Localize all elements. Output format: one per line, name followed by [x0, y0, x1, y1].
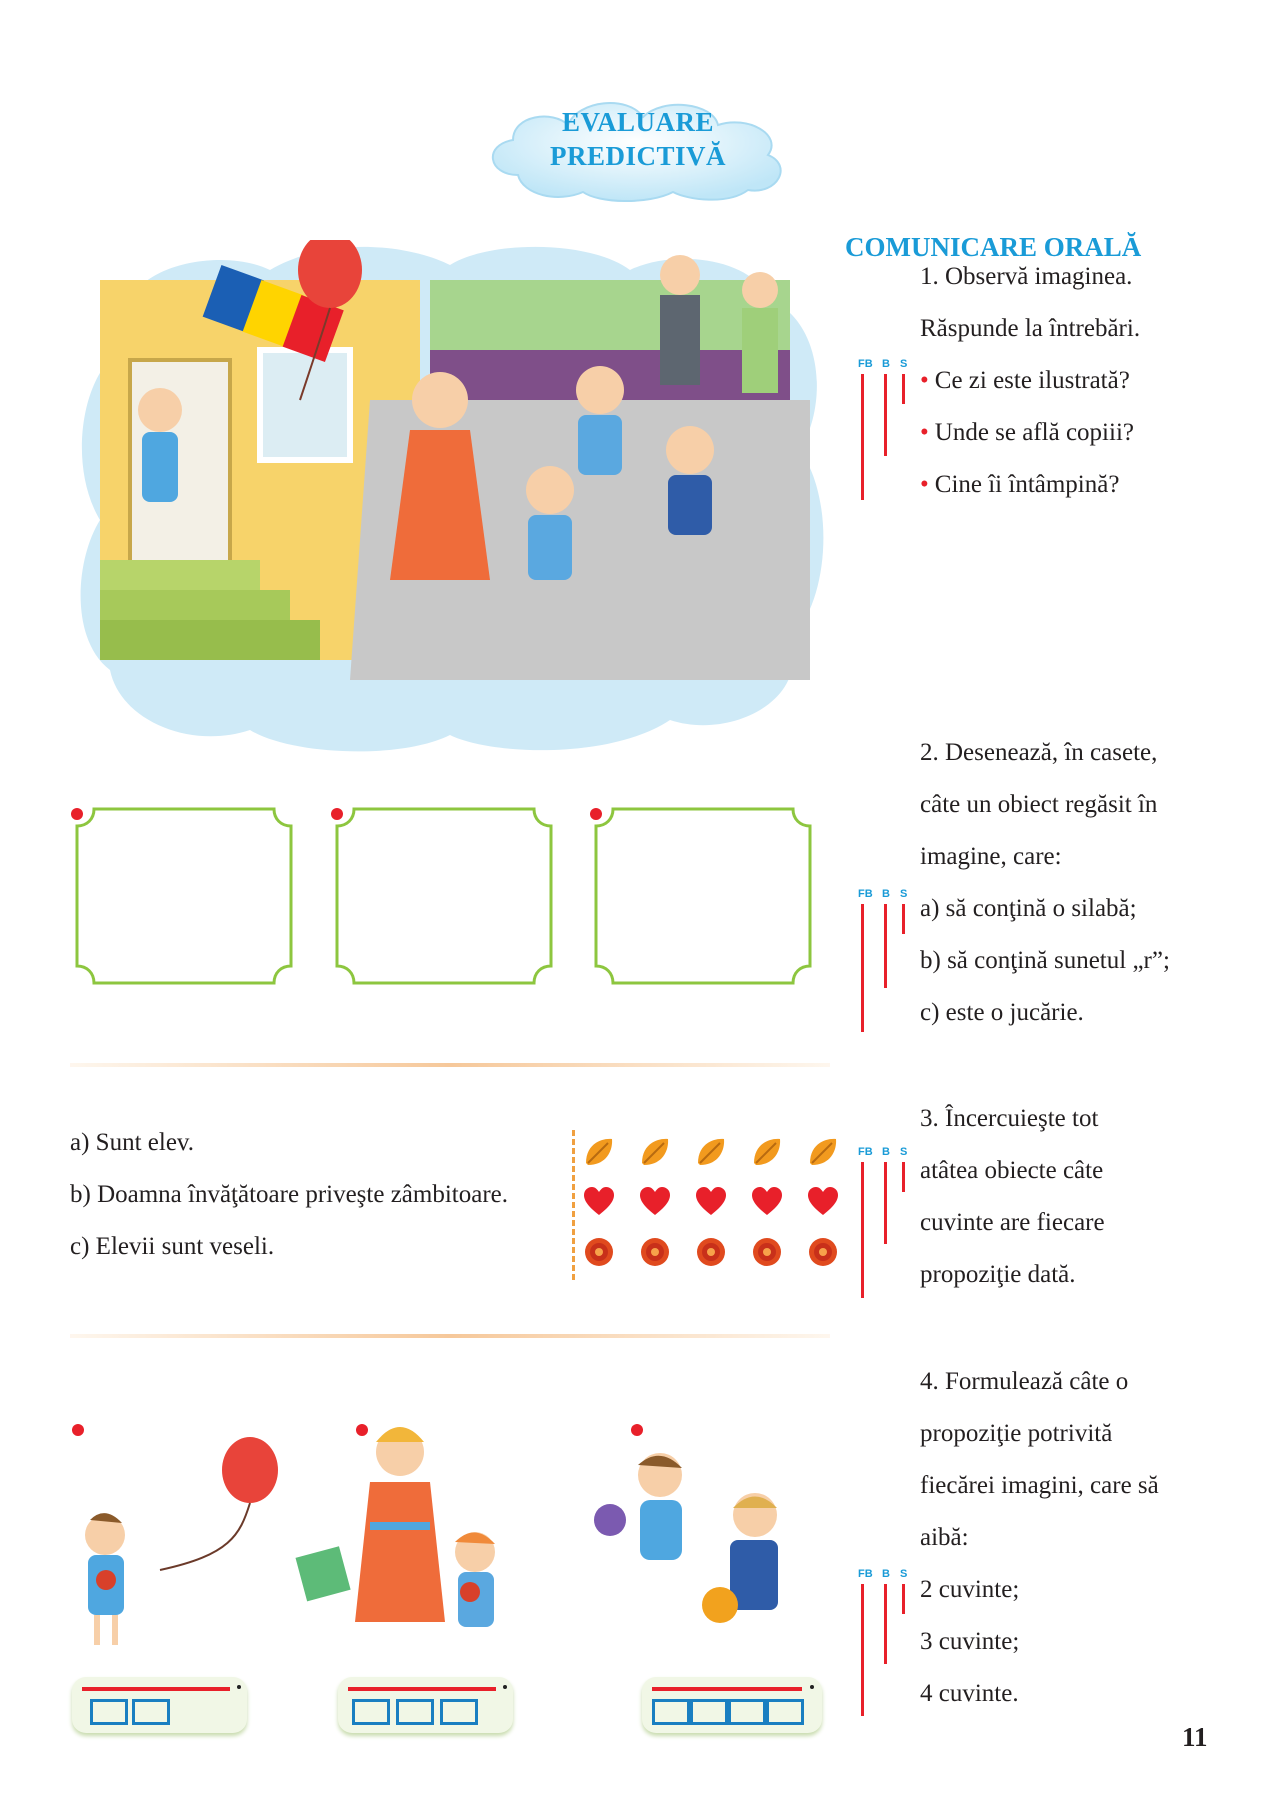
- ex1-question-2: [920, 418, 1134, 448]
- ex4-line-5: 2 cuvinte;: [920, 1576, 1020, 1603]
- section-title: COMUNICARE ORALĂ: [845, 232, 1142, 262]
- ex1-question-1: [920, 366, 1130, 396]
- answer-tray-2: [338, 1677, 513, 1733]
- question-text: Cine îi întâmpină?: [934, 471, 1120, 498]
- ex1-line-1: 1. Observă imaginea.: [920, 263, 1133, 290]
- ex4-line-2: propoziţie potrivită: [920, 1420, 1113, 1447]
- section-divider: [70, 1063, 830, 1067]
- ex2-line-6: c) este o jucărie.: [920, 999, 1084, 1026]
- word-box[interactable]: [352, 1699, 390, 1725]
- ex3-line-2: atâtea obiecte câte: [920, 1157, 1104, 1184]
- drawing-box-1[interactable]: [74, 806, 294, 986]
- sentence-b: b) Doamna învăţătoare priveşte zâmbitoare.: [70, 1181, 509, 1208]
- ex1-line-2: Răspunde la întrebări.: [920, 315, 1141, 342]
- ex4-line-3: fiecărei imagini, care să: [920, 1472, 1159, 1499]
- page-number: 11: [1182, 1722, 1208, 1752]
- flower-icon[interactable]: [750, 1235, 784, 1269]
- mark-bar-s: [902, 904, 905, 934]
- mark-s: S: [900, 888, 908, 900]
- ex1-question-3: [920, 470, 1119, 500]
- word-box[interactable]: [690, 1699, 728, 1725]
- ex2-line-5: b) să conţină sunetul „r”;: [920, 947, 1170, 974]
- period-dot: [503, 1685, 507, 1689]
- header-cloud: [478, 95, 798, 205]
- page-title-line1: EVALUARE: [561, 107, 715, 137]
- ex2-line-3: imagine, care:: [920, 843, 1062, 870]
- mark-bar-b: [884, 1584, 887, 1664]
- mark-fb: FB: [858, 888, 873, 900]
- children-running-picture: [580, 1430, 840, 1670]
- word-box[interactable]: [728, 1699, 766, 1725]
- mark-b: B: [882, 1146, 890, 1158]
- section-divider: [70, 1334, 830, 1338]
- mark-bar-s: [902, 1584, 905, 1614]
- assessment-marks-ex1: [858, 358, 918, 498]
- bullet-icon: •: [920, 419, 929, 446]
- word-box[interactable]: [440, 1699, 478, 1725]
- answer-tray-1: [72, 1677, 247, 1733]
- mark-bar-fb: [861, 1584, 864, 1716]
- mark-bar-b: [884, 1162, 887, 1244]
- page-title-line2: PREDICTIVĂ: [549, 141, 727, 171]
- ex3-line-1: 3. Încercuieşte tot: [920, 1105, 1099, 1132]
- mark-s: S: [900, 1568, 908, 1580]
- mark-b: B: [882, 1568, 890, 1580]
- assessment-marks-ex3: [858, 1146, 918, 1286]
- leaf-icon[interactable]: [582, 1135, 616, 1169]
- leaf-icon[interactable]: [638, 1135, 672, 1169]
- bullet-icon: •: [920, 367, 929, 394]
- answer-line[interactable]: [82, 1687, 230, 1691]
- mark-bar-s: [902, 374, 905, 404]
- bullet-icon: •: [920, 471, 929, 498]
- leaf-icon[interactable]: [750, 1135, 784, 1169]
- question-text: Unde se află copiii?: [934, 419, 1134, 446]
- girl-with-balloon-picture: [60, 1425, 300, 1665]
- mark-bar-fb: [861, 904, 864, 1032]
- mark-fb: FB: [858, 1146, 873, 1158]
- flower-row: [582, 1227, 842, 1277]
- heart-icon[interactable]: [750, 1185, 784, 1219]
- heart-icon[interactable]: [582, 1185, 616, 1219]
- mark-bar-b: [884, 374, 887, 456]
- mark-b: B: [882, 358, 890, 370]
- icon-grid: [582, 1127, 842, 1277]
- ex4-line-1: 4. Formulează câte o: [920, 1368, 1129, 1395]
- ex4-line-7: 4 cuvinte.: [920, 1680, 1019, 1707]
- mark-bar-s: [902, 1162, 905, 1192]
- mark-fb: FB: [858, 1568, 873, 1580]
- drawing-box-2[interactable]: [334, 806, 554, 986]
- word-box[interactable]: [132, 1699, 170, 1725]
- ex3-line-4: propoziţie dată.: [920, 1261, 1076, 1288]
- ex2-line-4: a) să conţină o silabă;: [920, 895, 1137, 922]
- period-dot: [237, 1685, 241, 1689]
- mark-s: S: [900, 358, 908, 370]
- leaf-row: [582, 1127, 842, 1177]
- heart-icon[interactable]: [638, 1185, 672, 1219]
- ex4-line-4: aibă:: [920, 1524, 969, 1551]
- word-box[interactable]: [90, 1699, 128, 1725]
- sentence-c: c) Elevii sunt veseli.: [70, 1233, 275, 1260]
- mark-s: S: [900, 1146, 908, 1158]
- assessment-marks-ex2: [858, 888, 918, 1028]
- mark-b: B: [882, 888, 890, 900]
- ex3-line-3: cuvinte are fiecare: [920, 1209, 1105, 1236]
- ex2-line-2: câte un obiect regăsit în: [920, 791, 1158, 818]
- drawing-box-3[interactable]: [593, 806, 813, 986]
- mark-bar-fb: [861, 1162, 864, 1298]
- leaf-icon[interactable]: [806, 1135, 840, 1169]
- word-box[interactable]: [766, 1699, 804, 1725]
- ex2-line-1: 2. Desenează, în casete,: [920, 739, 1158, 766]
- mark-fb: FB: [858, 358, 873, 370]
- answer-tray-3: [642, 1677, 822, 1733]
- flower-icon[interactable]: [806, 1235, 840, 1269]
- flower-icon[interactable]: [582, 1235, 616, 1269]
- heart-row: [582, 1177, 842, 1227]
- question-text: Ce zi este ilustrată?: [934, 367, 1130, 394]
- dashed-separator: [572, 1130, 575, 1280]
- mark-bar-fb: [861, 374, 864, 500]
- word-box[interactable]: [652, 1699, 690, 1725]
- assessment-marks-ex4: [858, 1568, 918, 1718]
- ex4-line-6: 3 cuvinte;: [920, 1628, 1020, 1655]
- answer-line[interactable]: [652, 1687, 802, 1691]
- leaf-icon[interactable]: [694, 1135, 728, 1169]
- period-dot: [810, 1685, 814, 1689]
- flower-icon[interactable]: [694, 1235, 728, 1269]
- school-illustration: [70, 240, 840, 760]
- teacher-and-girl-picture: [290, 1412, 530, 1667]
- flower-icon[interactable]: [638, 1235, 672, 1269]
- mark-bar-b: [884, 904, 887, 988]
- answer-line[interactable]: [348, 1687, 496, 1691]
- sentence-a: a) Sunt elev.: [70, 1129, 195, 1156]
- heart-icon[interactable]: [806, 1185, 840, 1219]
- heart-icon[interactable]: [694, 1185, 728, 1219]
- word-box[interactable]: [396, 1699, 434, 1725]
